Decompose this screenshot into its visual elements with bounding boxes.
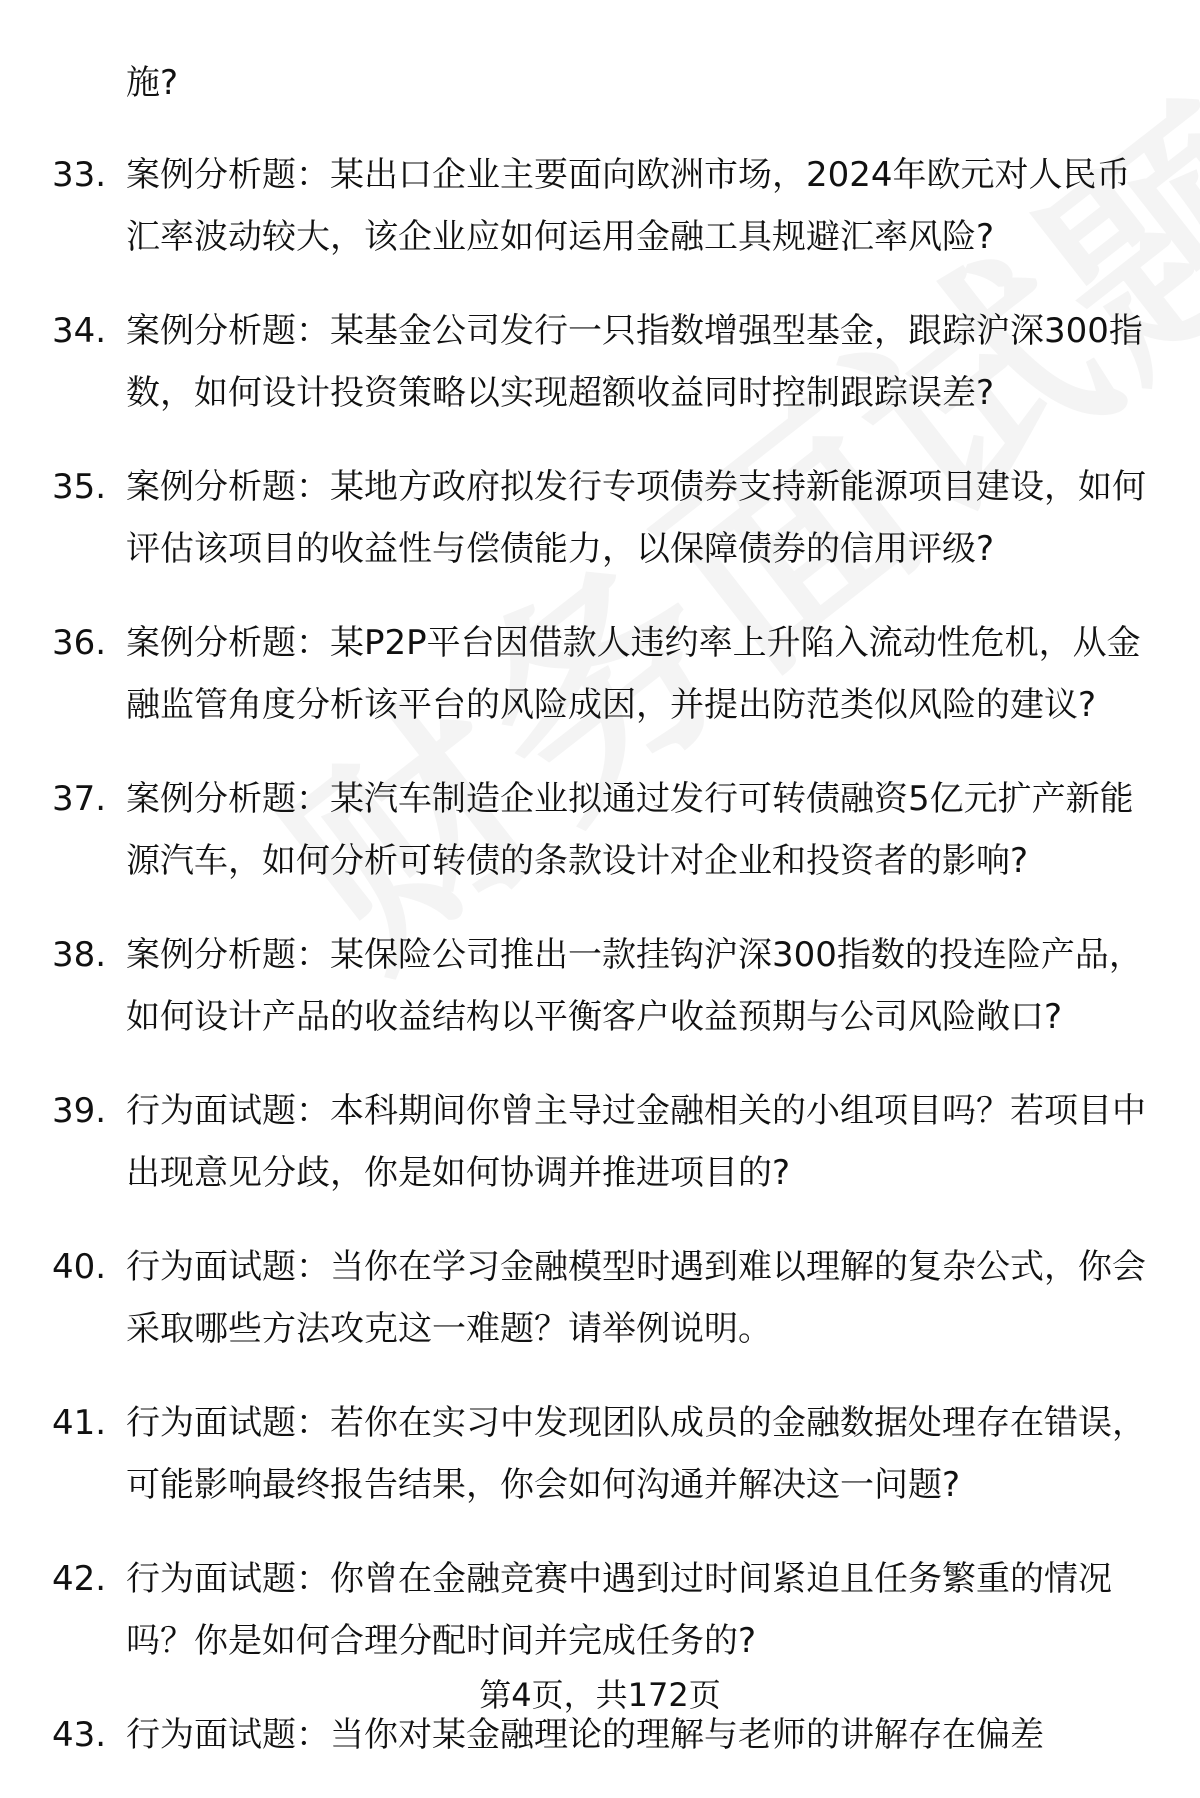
question-number: 39.	[52, 1091, 107, 1131]
question-text: 行为面试题：若你在实习中发现团队成员的金融数据处理存在错误，可能影响最终报告结果，你会如何沟通并解决这一问题?	[126, 1403, 1146, 1505]
question-text: 行为面试题：本科期间你曾主导过金融相关的小组项目吗？若项目中出现意见分歧，你是如何协调并推进项目的?	[126, 1091, 1146, 1193]
question-item	[0, 1080, 1200, 1204]
question-item	[0, 1236, 1200, 1360]
question-item	[0, 144, 1200, 268]
question-item	[0, 1392, 1200, 1516]
question-text: 行为面试题：你曾在金融竞赛中遇到过时间紧迫且任务繁重的情况吗？你是如何合理分配时间并完成任务的?	[126, 1559, 1112, 1661]
question-text: 案例分析题：某汽车制造企业拟通过发行可转债融资5亿元扩产新能源汽车，如何分析可转债的条款设计对企业和投资者的影响?	[126, 779, 1134, 881]
question-text: 行为面试题：当你在学习金融模型时遇到难以理解的复杂公式，你会采取哪些方法攻克这一难题？请举例说明。	[126, 1247, 1146, 1349]
question-item	[0, 612, 1200, 736]
question-text: 案例分析题：某保险公司推出一款挂钩沪深300指数的投连险产品，如何设计产品的收益结构以平衡客户收益预期与公司风险敞口?	[126, 935, 1143, 1037]
question-number: 42.	[52, 1559, 107, 1599]
question-number: 35.	[52, 467, 107, 507]
page-number-footer: 第4页，共172页	[479, 1676, 721, 1714]
question-number: 34.	[52, 311, 107, 351]
question-number: 41.	[52, 1403, 107, 1443]
question-number: 37.	[52, 779, 107, 819]
question-number: 38.	[52, 935, 107, 975]
question-item	[0, 300, 1200, 424]
question-number: 43.	[52, 1715, 107, 1755]
question-item	[0, 924, 1200, 1048]
question-text: 案例分析题：某基金公司发行一只指数增强型基金，跟踪沪深300指数，如何设计投资策略以实现超额收益同时控制跟踪误差?	[126, 311, 1143, 413]
question-number: 40.	[52, 1247, 107, 1287]
question-item	[0, 456, 1200, 580]
question-text: 行为面试题：当你对某金融理论的理解与老师的讲解存在偏差	[126, 1715, 1044, 1755]
continuation-text: 施?	[126, 63, 179, 103]
question-item	[0, 1548, 1200, 1672]
question-text: 案例分析题：某P2P平台因借款人违约率上升陷入流动性危机，从金融监管角度分析该平台的风险成因，并提出防范类似风险的建议?	[126, 623, 1141, 725]
question-text: 案例分析题：某地方政府拟发行专项债券支持新能源项目建设，如何评估该项目的收益性与偿债能力，以保障债券的信用评级?	[126, 467, 1146, 569]
question-text: 案例分析题：某出口企业主要面向欧洲市场，2024年欧元对人民币汇率波动较大，该企业应如何运用金融工具规避汇率风险?	[126, 155, 1131, 257]
question-list	[0, 144, 1200, 1798]
question-number: 33.	[52, 155, 107, 195]
question-item	[0, 768, 1200, 892]
question-number: 36.	[52, 623, 107, 663]
